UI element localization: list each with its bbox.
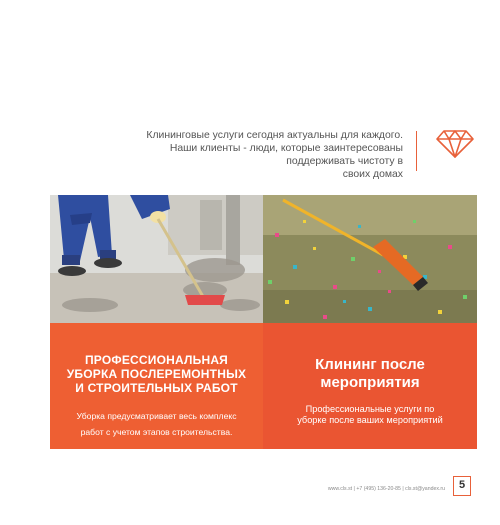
description-line: Уборка предусматривает весь комплекс	[76, 411, 237, 421]
service-heading	[263, 356, 477, 392]
service-heading	[50, 353, 263, 395]
description-line: Профессиональные услуги по	[305, 404, 435, 414]
heading-line: мероприятия	[320, 374, 420, 391]
footer-contacts: www.cls.st | +7 (495) 136-20-85 | cls.st@yandex.ru	[327, 486, 445, 492]
diamond-icon	[435, 128, 475, 160]
description-line: уборке после ваших мероприятий	[297, 415, 443, 425]
intro-line: своих домах	[342, 169, 403, 180]
heading-line: УБОРКА ПОСЛЕРЕМОНТНЫХ	[66, 367, 247, 381]
construction-cleaning-photo	[50, 195, 264, 323]
vertical-divider	[416, 131, 417, 171]
event-cleaning-photo	[263, 195, 477, 323]
page-number: 5	[453, 476, 471, 496]
intro-text	[103, 129, 403, 181]
service-card-construction	[50, 323, 263, 449]
heading-line: И СТРОИТЕЛЬНЫХ РАБОТ	[75, 381, 238, 395]
service-description	[271, 404, 469, 426]
heading-line: ПРОФЕССИОНАЛЬНАЯ	[84, 353, 229, 367]
intro-line: Клининговые услуги сегодня актуальны для каждого.	[146, 130, 403, 141]
service-card-event	[263, 323, 477, 449]
service-description	[58, 408, 255, 440]
description-line: работ с учетом этапов строительства.	[80, 427, 233, 437]
intro-line: Наши клиенты - люди, которые заинтересованы поддерживать чистоту в	[169, 143, 403, 167]
heading-line: Клининг после	[315, 356, 425, 373]
